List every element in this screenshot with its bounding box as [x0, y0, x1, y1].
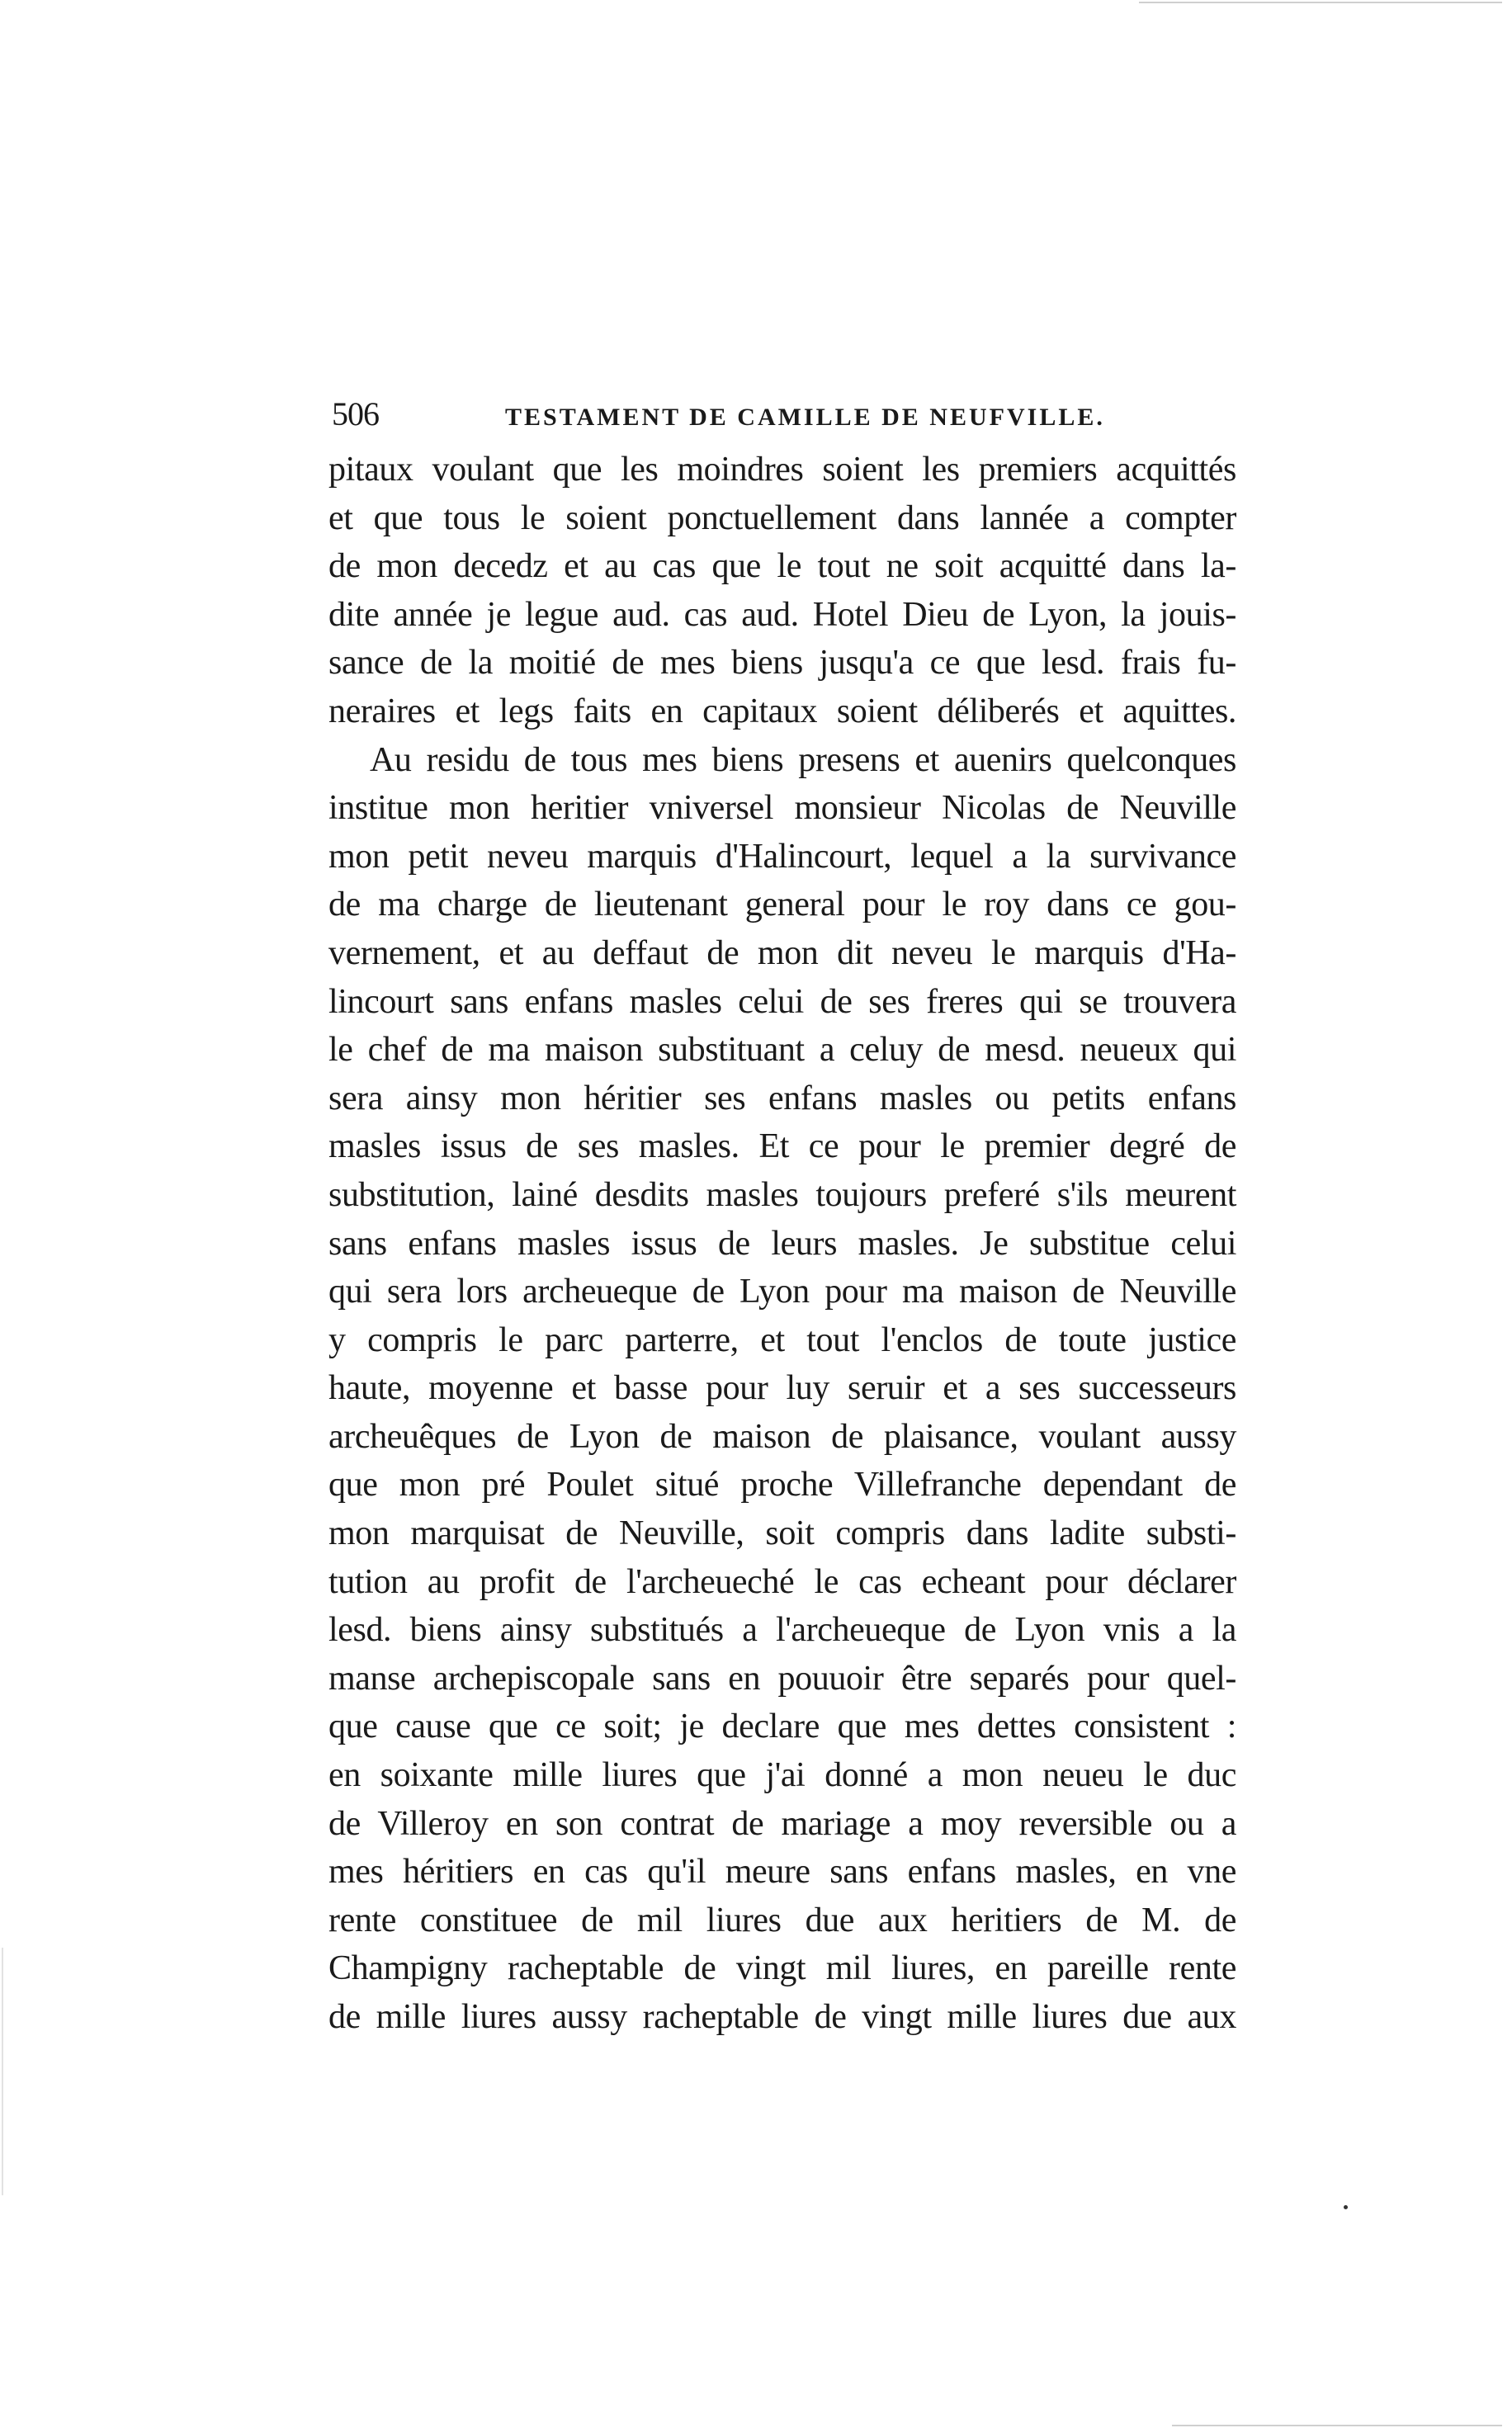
- text-line: institue mon heritier vniversel monsieur Nicolas de Neuville: [328, 789, 1236, 828]
- body-text: [328, 446, 1236, 2042]
- text-line: de ma charge de lieutenant general pour le roy dans ce gou-: [328, 886, 1236, 924]
- text-line: lesd. biens ainsy substitués a l'archeueque de Lyon vnis a la: [328, 1611, 1236, 1650]
- text-line: lincourt sans enfans masles celui de ses freres qui se trouvera: [328, 982, 1236, 1021]
- text-line: que cause que ce soit; je declare que mes dettes consistent :: [328, 1708, 1236, 1746]
- text-line: pitaux voulant que les moindres soient les premiers acquittés: [328, 451, 1236, 489]
- text-line: sance de la moitié de mes biens jusqu'a ce que lesd. frais fu-: [328, 644, 1236, 683]
- page-header: [332, 390, 1248, 439]
- text-line: haute, moyenne et basse pour luy seruir et a ses successeurs: [328, 1369, 1236, 1408]
- text-line: que mon pré Poulet situé proche Villefranche dependant de: [328, 1466, 1236, 1505]
- text-line: neraires et legs faits en capitaux soient déliberés et aquittes.: [328, 692, 1236, 730]
- text-line: et que tous le soient ponctuellement dans lannée a compter: [328, 498, 1236, 537]
- text-line: y compris le parc parterre, et tout l'enclos de toute justice: [328, 1320, 1236, 1359]
- text-line: rente constituee de mil liures due aux heritiers de M. de: [328, 1901, 1236, 1939]
- text-line: sera ainsy mon héritier ses enfans masles ou petits enfans: [328, 1079, 1236, 1117]
- scan-speck: [1344, 2205, 1348, 2209]
- page-number: 506: [332, 395, 379, 432]
- scan-edge-left: [2, 1948, 3, 2195]
- text-line: mes héritiers en cas qu'il meure sans enfans masles, en vne: [328, 1853, 1236, 1892]
- paragraph-start-line: Au residu de tous mes biens presens et auenirs quelconques: [370, 740, 1236, 779]
- text-line: le chef de ma maison substituant a celuy de mesd. neueux qui: [328, 1031, 1236, 1070]
- text-line: sans enfans masles issus de leurs masles. Je substitue celui: [328, 1224, 1236, 1263]
- text-line: de Villeroy en son contrat de mariage a moy reversible ou a: [328, 1804, 1236, 1843]
- text-line: qui sera lors archeueque de Lyon pour ma maison de Neuville: [328, 1273, 1236, 1311]
- text-line: mon marquisat de Neuville, soit compris dans ladite substi-: [328, 1514, 1236, 1553]
- text-line: vernement, et au deffaut de mon dit neveu le marquis d'Ha-: [328, 933, 1236, 972]
- text-line: de mon decedz et au cas que le tout ne soit acquitté dans la-: [328, 547, 1236, 586]
- text-line: de mille liures aussy racheptable de vingt mille liures due aux: [328, 1998, 1236, 2036]
- text-line: en soixante mille liures que j'ai donné a mon neueu le duc: [328, 1756, 1236, 1795]
- text-line: substitution, lainé desdits masles toujours preferé s'ils meurent: [328, 1175, 1236, 1214]
- text-line: dite année je legue aud. cas aud. Hotel Dieu de Lyon, la jouis-: [328, 595, 1236, 634]
- scan-edge-bottom: [1172, 2425, 1502, 2426]
- text-line: Champigny racheptable de vingt mil liures, en pareille rente: [328, 1949, 1236, 1988]
- text-line: archeuêques de Lyon de maison de plaisance, voulant aussy: [328, 1417, 1236, 1456]
- text-line: manse archepiscopale sans en pouuoir être separés pour quel-: [328, 1659, 1236, 1698]
- text-line: mon petit neveu marquis d'Halincourt, lequel a la survivance: [328, 837, 1236, 876]
- scan-edge-top: [1139, 2, 1502, 3]
- text-line: tution au profit de l'archeueché le cas echeant pour déclarer: [328, 1562, 1236, 1601]
- running-title: TESTAMENT DE CAMILLE DE NEUFVILLE.: [505, 404, 1105, 431]
- text-line: masles issus de ses masles. Et ce pour le premier degré de: [328, 1127, 1236, 1166]
